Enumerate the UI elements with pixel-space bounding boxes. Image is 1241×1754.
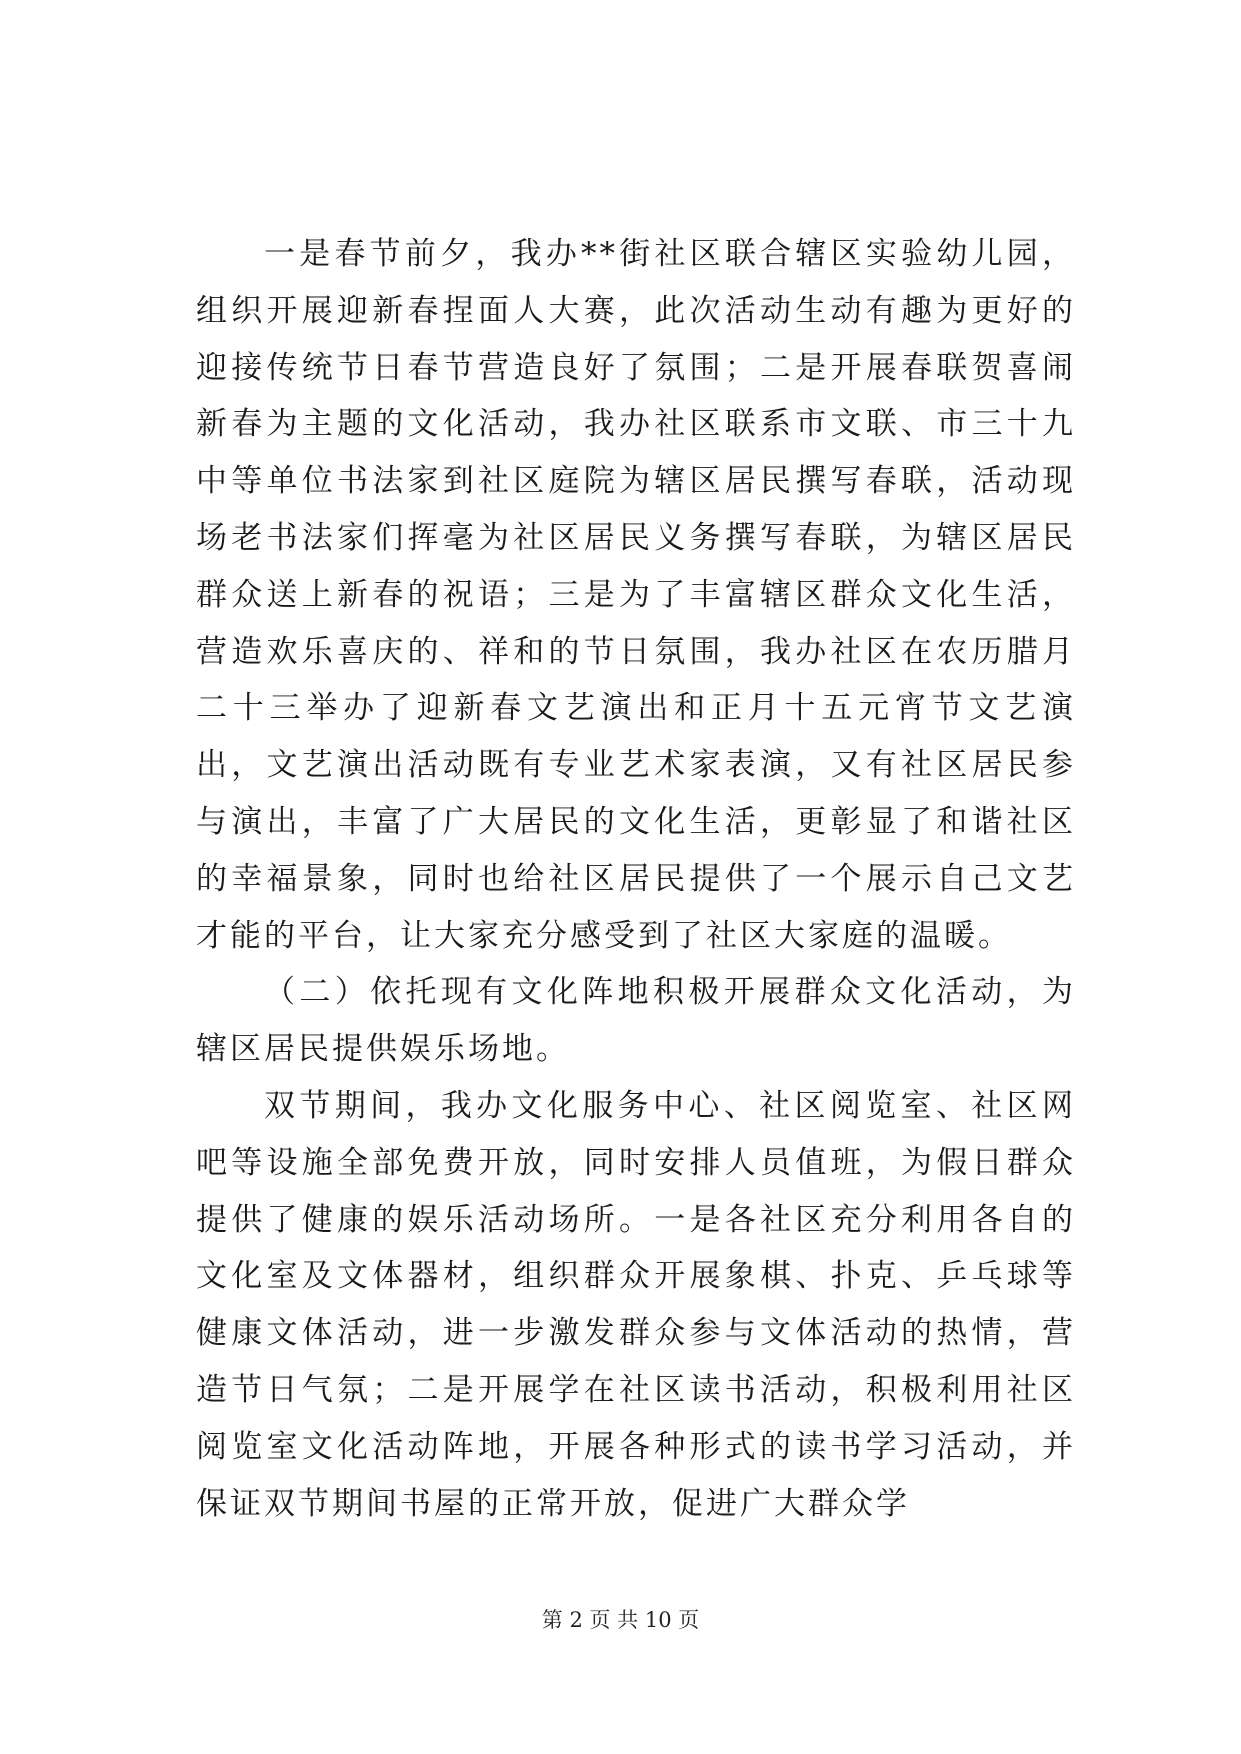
paragraph-holiday-facilities: 双节期间，我办文化服务中心、社区阅览室、社区网吧等设施全部免费开放，同时安排人员值班，为假日群众提供了健康的娱乐活动场所。一是各社区充分利用各自的文化室及文体器材，组织群众开展象棋、扑克、乒乓球等健康文体活动，进一步激发群众参与文体活动的热情，营造节日气氛；二是开展学在社区读书活动，积极利用社区阅览室文化活动阵地，开展各种形式的读书学习活动，并保证双节期间书屋的正常开放，促进广大群众学 xyxy=(196,1087,1076,1522)
paragraph-activities-spring-festival: 一是春节前夕，我办**街社区联合辖区实验幼儿园，组织开展迎新春捏面人大赛，此次活动生动有趣为更好的迎接传统节日春节营造良好了氛围；二是开展春联贺喜闹新春为主题的文化活动，我办社区联系市文联、市三十九中等单位书法家到社区庭院为辖区居民撰写春联，活动现场老书法家们挥毫为社区居民义务撰写春联，为辖区居民群众送上新春的祝语；三是为了丰富辖区群众文化生活，营造欢乐喜庆的、祥和的节日氛围，我办社区在农历腊月二十三举办了迎新春文艺演出和正月十五元宵节文艺演出，文艺演出活动既有专业艺术家表演，又有社区居民参与演出，丰富了广大居民的文化生活，更彰显了和谐社区的幸福景象，同时也给社区居民提供了一个展示自己文艺才能的平台，让大家充分感受到了社区大家庭的温暖。 xyxy=(196,236,1076,954)
page-number-footer: 第 2 页 共 10 页 xyxy=(541,1608,700,1632)
document-body xyxy=(196,226,1076,1532)
paragraph-section-heading-two: （二）依托现有文化阵地积极开展群众文化活动，为辖区居民提供娱乐场地。 xyxy=(196,974,1076,1068)
